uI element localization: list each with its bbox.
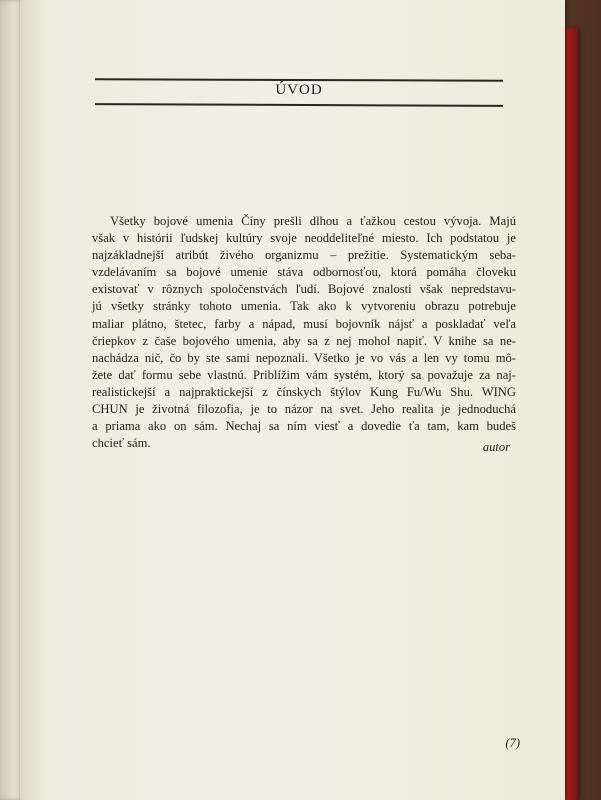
book-page bbox=[20, 0, 565, 800]
text-line: chcieť sám. bbox=[92, 436, 151, 451]
text-line: žete dať formu sebe vlastnú. Priblížim vám systém, ktorý sa považuje za naj- bbox=[92, 367, 516, 382]
text-line: CHUN je životná filozofia, je to názor na svet. Jeho realita je jednoduchá bbox=[92, 402, 516, 417]
text-line: a priama ako on sám. Nechaj sa ním viesť a dovedie ťa tam, kam budeš bbox=[92, 419, 516, 434]
chapter-heading: ÚVOD bbox=[275, 82, 323, 98]
text-line: čriepkov z čaše bojového umenia, aby sa z nej mohol napiť. V knihe sa ne- bbox=[92, 333, 516, 348]
body-paragraph bbox=[92, 213, 516, 452]
heading-rule-bottom bbox=[95, 103, 503, 106]
page-number: (7) bbox=[505, 736, 520, 750]
heading-rule-top bbox=[95, 78, 503, 81]
text-line: však v histórii ľudskej kultúry svoje neoddeliteľné miesto. Ich podstatou je bbox=[92, 231, 516, 246]
author-signature: autor bbox=[482, 440, 510, 454]
text-line: Všetky bojové umenia Číny prešli dlhou a ťažkou cestou vývoja. Majú bbox=[110, 214, 516, 228]
text-line: nachádza nič, čo by ste sami nepoznali. Všetko je vo vás a len vy tomu mô- bbox=[92, 350, 516, 365]
text-line: existovať v rôznych spoločenstvách ľudí. Bojové znalosti však nepredstavu- bbox=[92, 282, 516, 297]
text-line: realistickejší a najpraktickejší z čínskych štýlov Kung Fu/Wu Shu. WING bbox=[92, 384, 516, 399]
text-line: jú všetky stránky tohoto umenia. Tak ako k vytvoreniu obrazu potrebuje bbox=[92, 299, 516, 314]
text-line: maliar plátno, štetec, farby a nápad, musí bojovník nájsť a poskladať veľa bbox=[92, 316, 516, 331]
text-line: najzákladnejší atribút živého organizmu – prežitie. Systematickým seba- bbox=[92, 248, 516, 263]
text-line: vzdelávaním sa bojové umenie stáva odbornosťou, ktorá pomáha človeku bbox=[92, 265, 516, 280]
